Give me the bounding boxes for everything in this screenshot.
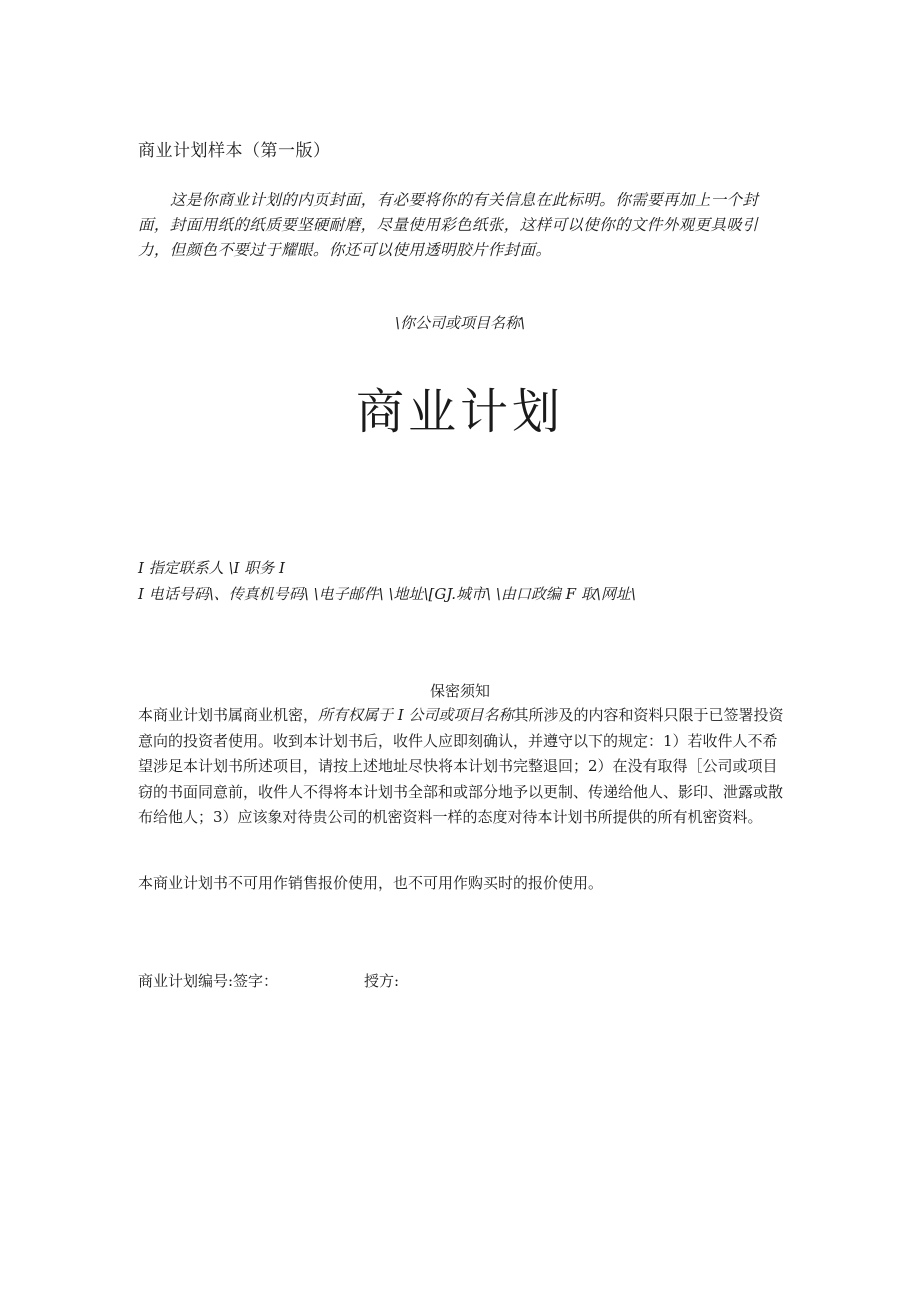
grantor-label: 授方: [364,972,400,990]
company-name-placeholder: \你公司或项目名称\ [394,314,526,332]
confidentiality-title: 保密须知 [429,683,490,700]
confidentiality-body-start: 本商业计划书属商业机密， [138,706,319,724]
cover-instruction: 这是你商业计划的内页封面，有必要将你的有关信息在此标明。你需要再加上一个封面，封面用纸的纸质要坚硬耐磨，尽量使用彩色纸张，这样可以使你的文件外观更具吸引力，但颜色不要过于耀眼。你还可以使用透明胶片作封面。 [138,191,759,259]
confidentiality-owner: 所有权属于 I 公司或项目名称 [318,706,514,724]
plan-number-signature-label: 商业计划编号:签字： [138,972,279,990]
confidentiality-body-rest: 其所涉及的内容和资料只限于已签署投资意向的投资者使用。收到本计划书后，收件人应即刻确认，并遵守以下的规定：1）若收件人不希望涉足本计划书所述项目，请按上述地址尽快将本计划书完整退回；2）在没有取得［公司或项目窃的书面同意前，收件人不得将本计划书全部和或部分地予以更制、传递给他人、影印、泄露或散布给他人；3）应该象对待贵公司的机密资料一样的态度对待本计划书所提供的所有机密资料。 [138,706,784,826]
document-heading: 商业计划样本（第一版） [138,141,331,161]
contact-person-line: I 指定联系人 \I 职务 I [138,559,285,577]
main-title: 商业计划 [355,384,564,440]
contact-details-line: I 电话号码\、传真机号码\ \电子邮件\ \地址\[GJ.城市\ \由口政编 F 取\网址\ [138,585,636,603]
confidentiality-footnote: 本商业计划书不可用作销售报价使用，也不可用作购买时的报价使用。 [138,874,604,892]
confidentiality-body [138,703,788,831]
